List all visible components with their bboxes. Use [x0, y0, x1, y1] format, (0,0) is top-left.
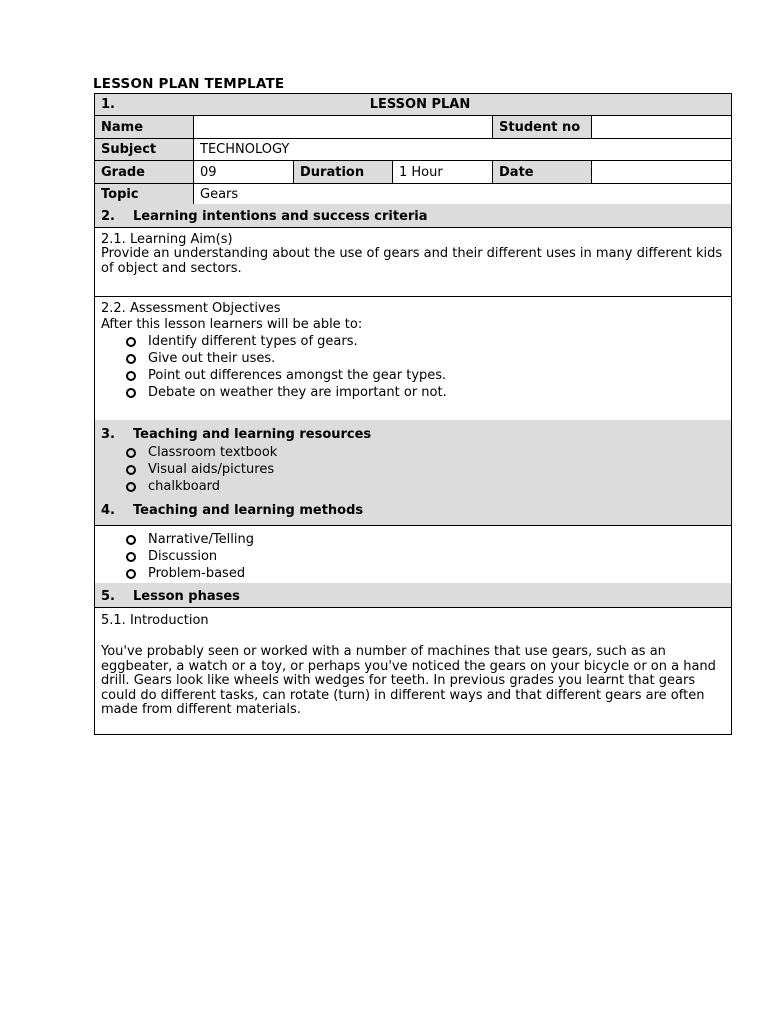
date-field[interactable]: [592, 161, 732, 183]
circle-bullet-icon: [126, 354, 136, 364]
assessment-objectives-list: [126, 333, 447, 401]
assessment-objectives-intro: After this lesson learners will be able to:: [101, 317, 363, 332]
paragraph-line: drill. Gears look like wheels with wedges for teeth. In previous grades you learnt that gears: [101, 673, 696, 689]
list-item: Narrative/Telling: [126, 531, 254, 548]
grade-value: 09: [200, 164, 217, 180]
grade-label: Grade: [95, 161, 193, 183]
list-item: Classroom textbook: [126, 444, 277, 461]
circle-bullet-icon: [126, 371, 136, 381]
topic-value: Gears: [200, 186, 239, 202]
student-no-field[interactable]: [592, 116, 732, 138]
section-3-number: 3.: [101, 427, 115, 442]
subject-label: Subject: [95, 139, 193, 160]
list-item: Visual aids/pictures: [126, 461, 277, 478]
circle-bullet-icon: [126, 337, 136, 347]
circle-bullet-icon: [126, 388, 136, 398]
duration-label: Duration: [294, 161, 392, 183]
circle-bullet-icon: [126, 465, 136, 475]
circle-bullet-icon: [126, 482, 136, 492]
section-5-number: 5.: [101, 589, 115, 604]
introduction-cell: [95, 608, 731, 735]
resources-section: [95, 420, 731, 525]
paragraph-line: made from different materials.: [101, 702, 301, 718]
circle-bullet-icon: [126, 535, 136, 545]
paragraph-line: You've probably seen or worked with a number of machines that use gears, such as an: [101, 644, 666, 659]
methods-list: [126, 531, 254, 582]
topic-row: [95, 184, 731, 204]
introduction-paragraph: [101, 645, 725, 718]
lesson-plan-header-row: [95, 94, 731, 115]
circle-bullet-icon: [126, 569, 136, 579]
learning-aims-text: Provide an understanding about the use of gears and their different uses in many different kids of object and sectors.: [101, 246, 723, 276]
duration-value: 1 Hour: [399, 164, 443, 180]
list-item: Problem-based: [126, 565, 254, 582]
learning-aims-heading: 2.1. Learning Aim(s): [101, 232, 233, 247]
section-2-header: [95, 204, 731, 227]
date-label: Date: [493, 161, 591, 183]
list-item: Discussion: [126, 548, 254, 565]
assessment-objectives-heading: 2.2. Assessment Objectives: [101, 301, 281, 316]
section-4-number: 4.: [101, 503, 115, 518]
topic-label: Topic: [95, 184, 193, 204]
document-title: LESSON PLAN TEMPLATE: [93, 76, 285, 92]
list-item: Give out their uses.: [126, 350, 447, 367]
lesson-plan-table: [94, 93, 732, 735]
resources-list: [126, 444, 277, 495]
name-field[interactable]: [194, 116, 492, 138]
grade-row: [95, 161, 731, 183]
section-2-title: Learning intentions and success criteria: [133, 209, 428, 224]
list-item: Debate on weather they are important or not.: [126, 384, 447, 401]
introduction-heading: 5.1. Introduction: [101, 613, 209, 628]
list-item: chalkboard: [126, 478, 277, 495]
section-number: 1.: [101, 97, 115, 112]
methods-cell: [95, 526, 731, 583]
lesson-plan-heading: LESSON PLAN: [369, 97, 471, 112]
paragraph-line: could do different tasks, can rotate (turn) in different ways and that different gears are often: [101, 687, 705, 703]
section-5-title: Lesson phases: [133, 589, 240, 604]
section-4-title: Teaching and learning methods: [133, 503, 364, 518]
paragraph-line: eggbeater, a watch or a toy, or perhaps you've noticed the gears on your bicycle or on a hand: [101, 658, 716, 674]
name-row: [95, 116, 731, 138]
assessment-objectives-cell: [95, 297, 731, 420]
circle-bullet-icon: [126, 552, 136, 562]
section-3-title: Teaching and learning resources: [133, 427, 372, 442]
section-5-header: [95, 583, 731, 607]
subject-value: TECHNOLOGY: [200, 142, 290, 157]
section-2-number: 2.: [101, 209, 115, 224]
circle-bullet-icon: [126, 448, 136, 458]
list-item: Point out differences amongst the gear types.: [126, 367, 447, 384]
learning-aims-cell: [95, 228, 731, 296]
list-item: Identify different types of gears.: [126, 333, 447, 350]
subject-row: [95, 139, 731, 160]
student-no-label: Student no: [493, 116, 591, 138]
name-label: Name: [95, 116, 193, 138]
